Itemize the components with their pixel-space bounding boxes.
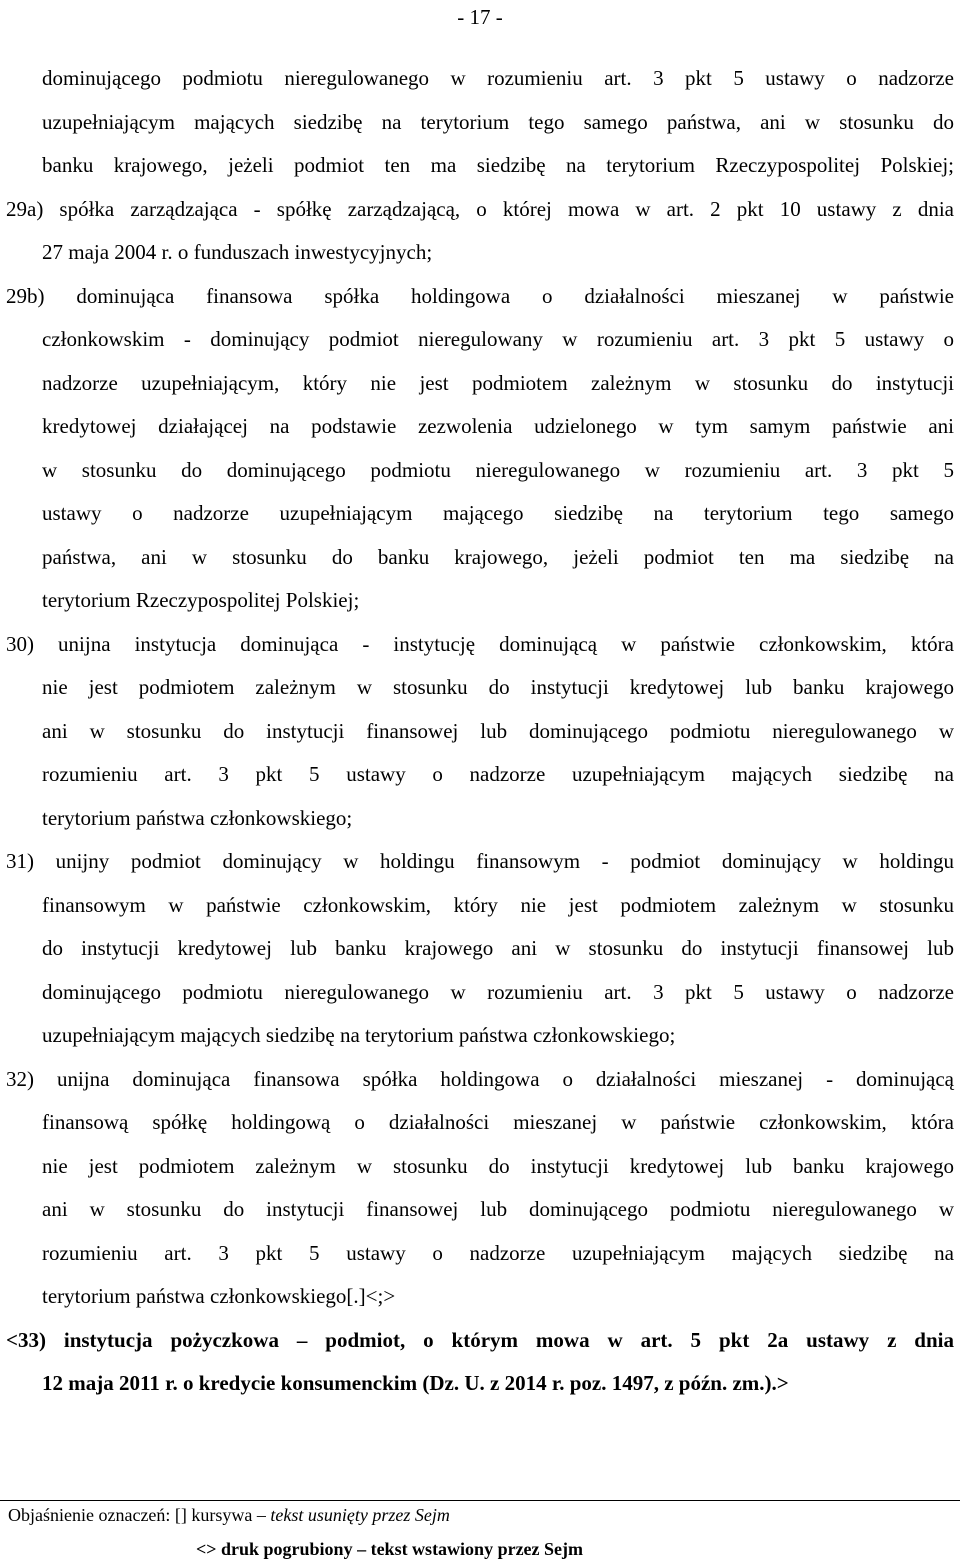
text-line: uzupełniającym mających siedzibę na terytorium państwa członkowskiego; (42, 1023, 676, 1047)
text-line: <33) instytucja pożyczkowa – podmiot, o którym mowa w art. 5 pkt 2a ustawy z dnia (6, 1327, 954, 1352)
text-line: członkowskim - dominujący podmiot nieregulowany w rozumieniu art. 3 pkt 5 ustawy o (42, 327, 954, 351)
text-line: 29b) dominująca finansowa spółka holdingowa o działalności mieszanej w państwie (6, 283, 954, 308)
page-number: - 17 - (457, 5, 503, 29)
text-line: finansowym w państwie członkowskim, który nie jest podmiotem zależnym w stosunku (42, 892, 954, 917)
text-line: w stosunku do dominującego podmiotu nieregulowanego w rozumieniu art. 3 pkt 5 (42, 457, 954, 482)
text-line: nie jest podmiotem zależnym w stosunku do instytucji kredytowej lub banku krajowego (42, 675, 954, 699)
text-line: 12 maja 2011 r. o kredycie konsumenckim (Dz. U. z 2014 r. poz. 1497, z późn. zm.).> (42, 1371, 789, 1395)
text-line: 29a) spółka zarządzająca - spółkę zarządzającą, o której mowa w art. 2 pkt 10 ustawy z dnia (6, 196, 954, 221)
text-line: finansową spółkę holdingową o działalności mieszanej w państwie członkowskim, która (42, 1110, 954, 1134)
text-line: uzupełniającym mających siedzibę na terytorium tego samego państwa, ani w stosunku do (42, 109, 954, 134)
text-line: 30) unijna instytucja dominująca - instytucję dominującą w państwie członkowskim, która (6, 631, 954, 656)
text-line: 31) unijny podmiot dominujący w holdingu finansowym - podmiot dominujący w holdingu (6, 849, 954, 873)
footer-legend-deleted (8, 1503, 450, 1527)
text-line: nadzorze uzupełniającym, który nie jest podmiotem zależnym w stosunku do instytucji (42, 370, 954, 395)
footer-legend-inserted: <> druk pogrubiony – tekst wstawiony przez Sejm (196, 1539, 584, 1559)
text-line: rozumieniu art. 3 pkt 5 ustawy o nadzorze uzupełniającym mających siedzibę na (42, 762, 954, 786)
text-line: kredytowej działającej na podstawie zezwolenia udzielonego w tym samym państwie ani (42, 414, 954, 438)
text-line: terytorium Rzeczypospolitej Polskiej; (42, 588, 360, 612)
text-line: ani w stosunku do instytucji finansowej lub dominującego podmiotu nieregulowanego w (42, 1197, 954, 1221)
text-line: rozumieniu art. 3 pkt 5 ustawy o nadzorze uzupełniającym mających siedzibę na (42, 1240, 954, 1265)
text-line: do instytucji kredytowej lub banku krajowego ani w stosunku do instytucji finansowej lub (42, 936, 954, 960)
text-line: państwa, ani w stosunku do banku krajowego, jeżeli podmiot ten ma siedzibę na (42, 544, 954, 569)
footer-legend-italic: tekst usunięty przez Sejm (270, 1505, 450, 1525)
text-line: 27 maja 2004 r. o funduszach inwestycyjnych; (42, 240, 433, 264)
text-line: ani w stosunku do instytucji finansowej lub dominującego podmiotu nieregulowanego w (42, 718, 954, 743)
text-line: dominującego podmiotu nieregulowanego w rozumieniu art. 3 pkt 5 ustawy o nadzorze (42, 979, 954, 1004)
text-line: 32) unijna dominująca finansowa spółka holdingowa o działalności mieszanej - dominującą (6, 1066, 954, 1091)
text-line: ustawy o nadzorze uzupełniającym mającego siedzibę na terytorium tego samego (42, 501, 954, 525)
text-line: nie jest podmiotem zależnym w stosunku do instytucji kredytowej lub banku krajowego (42, 1153, 954, 1178)
text-line: banku krajowego, jeżeli podmiot ten ma siedzibę na terytorium Rzeczypospolitej Polskiej; (42, 153, 954, 177)
text-line: dominującego podmiotu nieregulowanego w rozumieniu art. 3 pkt 5 ustawy o nadzorze (42, 66, 954, 90)
text-line: terytorium państwa członkowskiego[.]<;> (42, 1284, 396, 1308)
footer-divider (0, 1500, 960, 1501)
text-line: terytorium państwa członkowskiego; (42, 805, 353, 830)
footer-legend-prefix: Objaśnienie oznaczeń: [] kursywa – (8, 1505, 271, 1525)
